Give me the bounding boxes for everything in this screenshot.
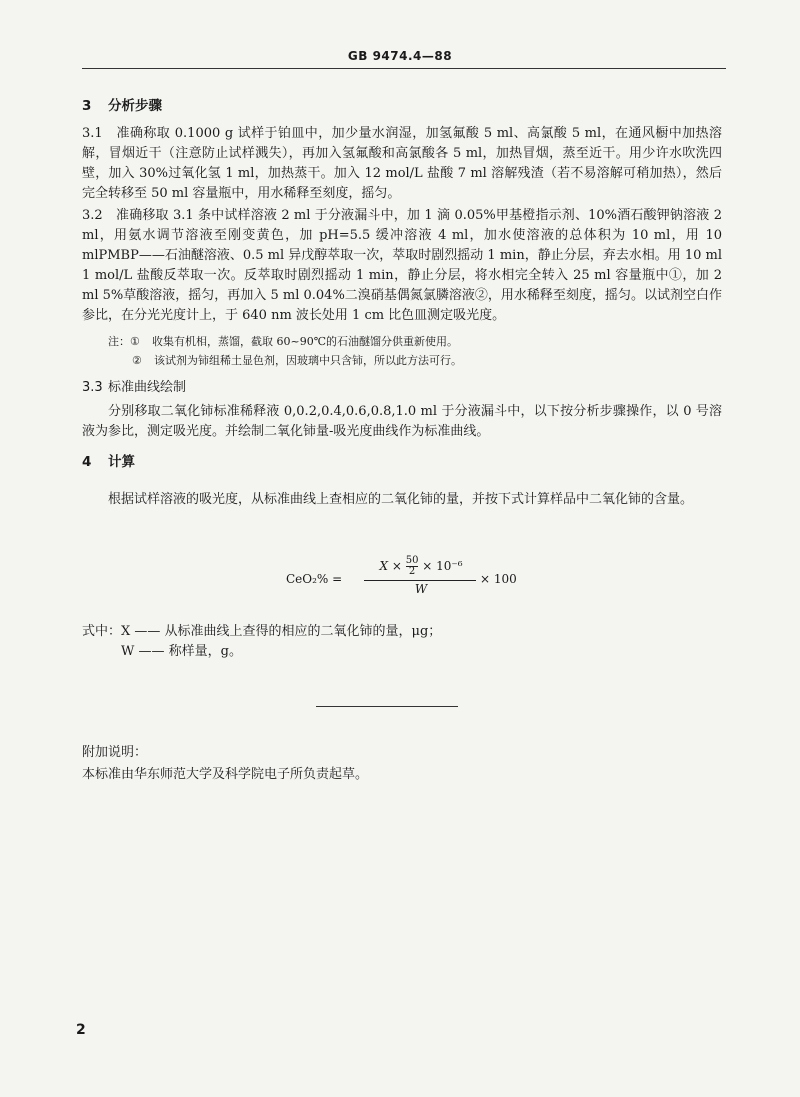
formula-power: × 10⁻⁶ [422, 559, 463, 573]
note-label: 注： [108, 335, 130, 348]
page-number: 2 [76, 1022, 86, 1038]
end-rule [316, 706, 458, 707]
appendix-text: 本标准由华东师范大学及科学院电子所负责起草。 [82, 767, 369, 782]
where-w-line: W —— 称样量，g。 [121, 644, 242, 659]
paragraph-3-3: 分别移取二氧化铈标准稀释液 0,0.2,0.4,0.6,0.8,1.0 ml 于分液漏斗中，以下按分析步骤操作，以 0 号溶液为参比，测定吸光度。并绘制二氧化铈量-吸光度曲线作为标准曲线。 [82, 404, 722, 439]
subsection-3-3-heading: 标准曲线绘制 [108, 380, 187, 395]
paragraph-3-2: 3.2 准确移取 3.1 条中试样溶液 2 ml 于分液漏斗中，加 1 滴 0.05%甲基橙指示剂、10%酒石酸钾钠溶液 2 ml，用氨水调节溶液至刚变黄色，加 pH=5.5 缓冲溶液 4 ml，加水使溶液的总体积为 10 ml，用 10 mlPMBP——石油醚溶液、0.5 ml 异戊醇萃取一次，萃取时剧烈摇动 1 min，静止分层，弃去水相。用 10 ml 1 mol/L 盐酸反萃取一次。反萃取时剧烈摇动 1 min，静止分层，将水相完全转入 25 ml 容量瓶中①，加 2 ml 5%草酸溶液，摇匀，再加入 5 ml 0.04%二溴硝基偶氮氯膦溶液②，用水稀释至刻度，摇匀。以试剂空白作参比，在分光光度计上，于 640 nm 波长处用 1 cm 比色皿测定吸光度。 [82, 208, 722, 323]
section-4-number: 4 [82, 454, 92, 470]
paragraph-3-1: 3.1 准确称取 0.1000 g 试样于铂皿中，加少量水润湿，加氢氟酸 5 ml、高氯酸 5 ml，在通风橱中加热溶解，冒烟近干（注意防止试样溅失），再加入氢氟酸和高氯酸各 5 ml，加热冒烟，蒸至近干。用少许水吹洗四壁，加入 30%过氧化氢 1 ml，加热蒸干。加入 12 mol/L 盐酸 7 ml 溶解残渣（若不易溶解可稍加热），然后完全转移至 50 ml 容量瓶中，用水稀释至刻度，摇匀。 [82, 126, 722, 201]
where-x-line [82, 622, 441, 642]
where-x-text: X —— 从标准曲线上查得的相应的二氧化铈的量，μg； [121, 624, 442, 639]
note-2-mark: ② [132, 354, 142, 367]
formula-denominator: W [414, 582, 428, 596]
section-3-heading: 分析步骤 [108, 98, 162, 114]
formula-numerator [366, 556, 476, 577]
appendix-label: 附加说明： [82, 745, 148, 760]
note-1-text: 收集有机相，蒸馏，截取 60~90℃的石油醚馏分供重新使用。 [152, 335, 459, 348]
formula-times: × [391, 559, 402, 573]
note-2 [132, 352, 732, 370]
formula-tail: × 100 [480, 572, 517, 586]
section-4-title [82, 450, 135, 470]
note-1 [108, 333, 708, 351]
section-3-title [82, 94, 162, 114]
subsection-3-3-title [82, 376, 186, 395]
formula-frac-den: 2 [406, 566, 419, 577]
where-label: 式中： [82, 624, 122, 639]
formula-small-fraction [406, 556, 419, 577]
note-1-mark: ① [130, 335, 140, 348]
standard-code-header: GB 9474.4—88 [347, 49, 453, 63]
formula-frac-num: 50 [405, 555, 419, 566]
formula-lhs: CeO₂% = [286, 572, 343, 586]
formula-x: X [379, 559, 388, 573]
subsection-3-3-number: 3.3 [82, 380, 103, 395]
header-rule [82, 68, 726, 69]
section-3-number: 3 [82, 98, 92, 114]
section-4-heading: 计算 [108, 454, 135, 470]
formula-fraction-bar [364, 580, 476, 581]
note-2-text: 该试剂为铈组稀土显色剂，因玻璃中只含铈，所以此方法可行。 [154, 354, 462, 367]
paragraph-4: 根据试样溶液的吸光度，从标准曲线上查相应的二氧化铈的量，并按下式计算样品中二氧化铈的含量。 [108, 492, 694, 507]
